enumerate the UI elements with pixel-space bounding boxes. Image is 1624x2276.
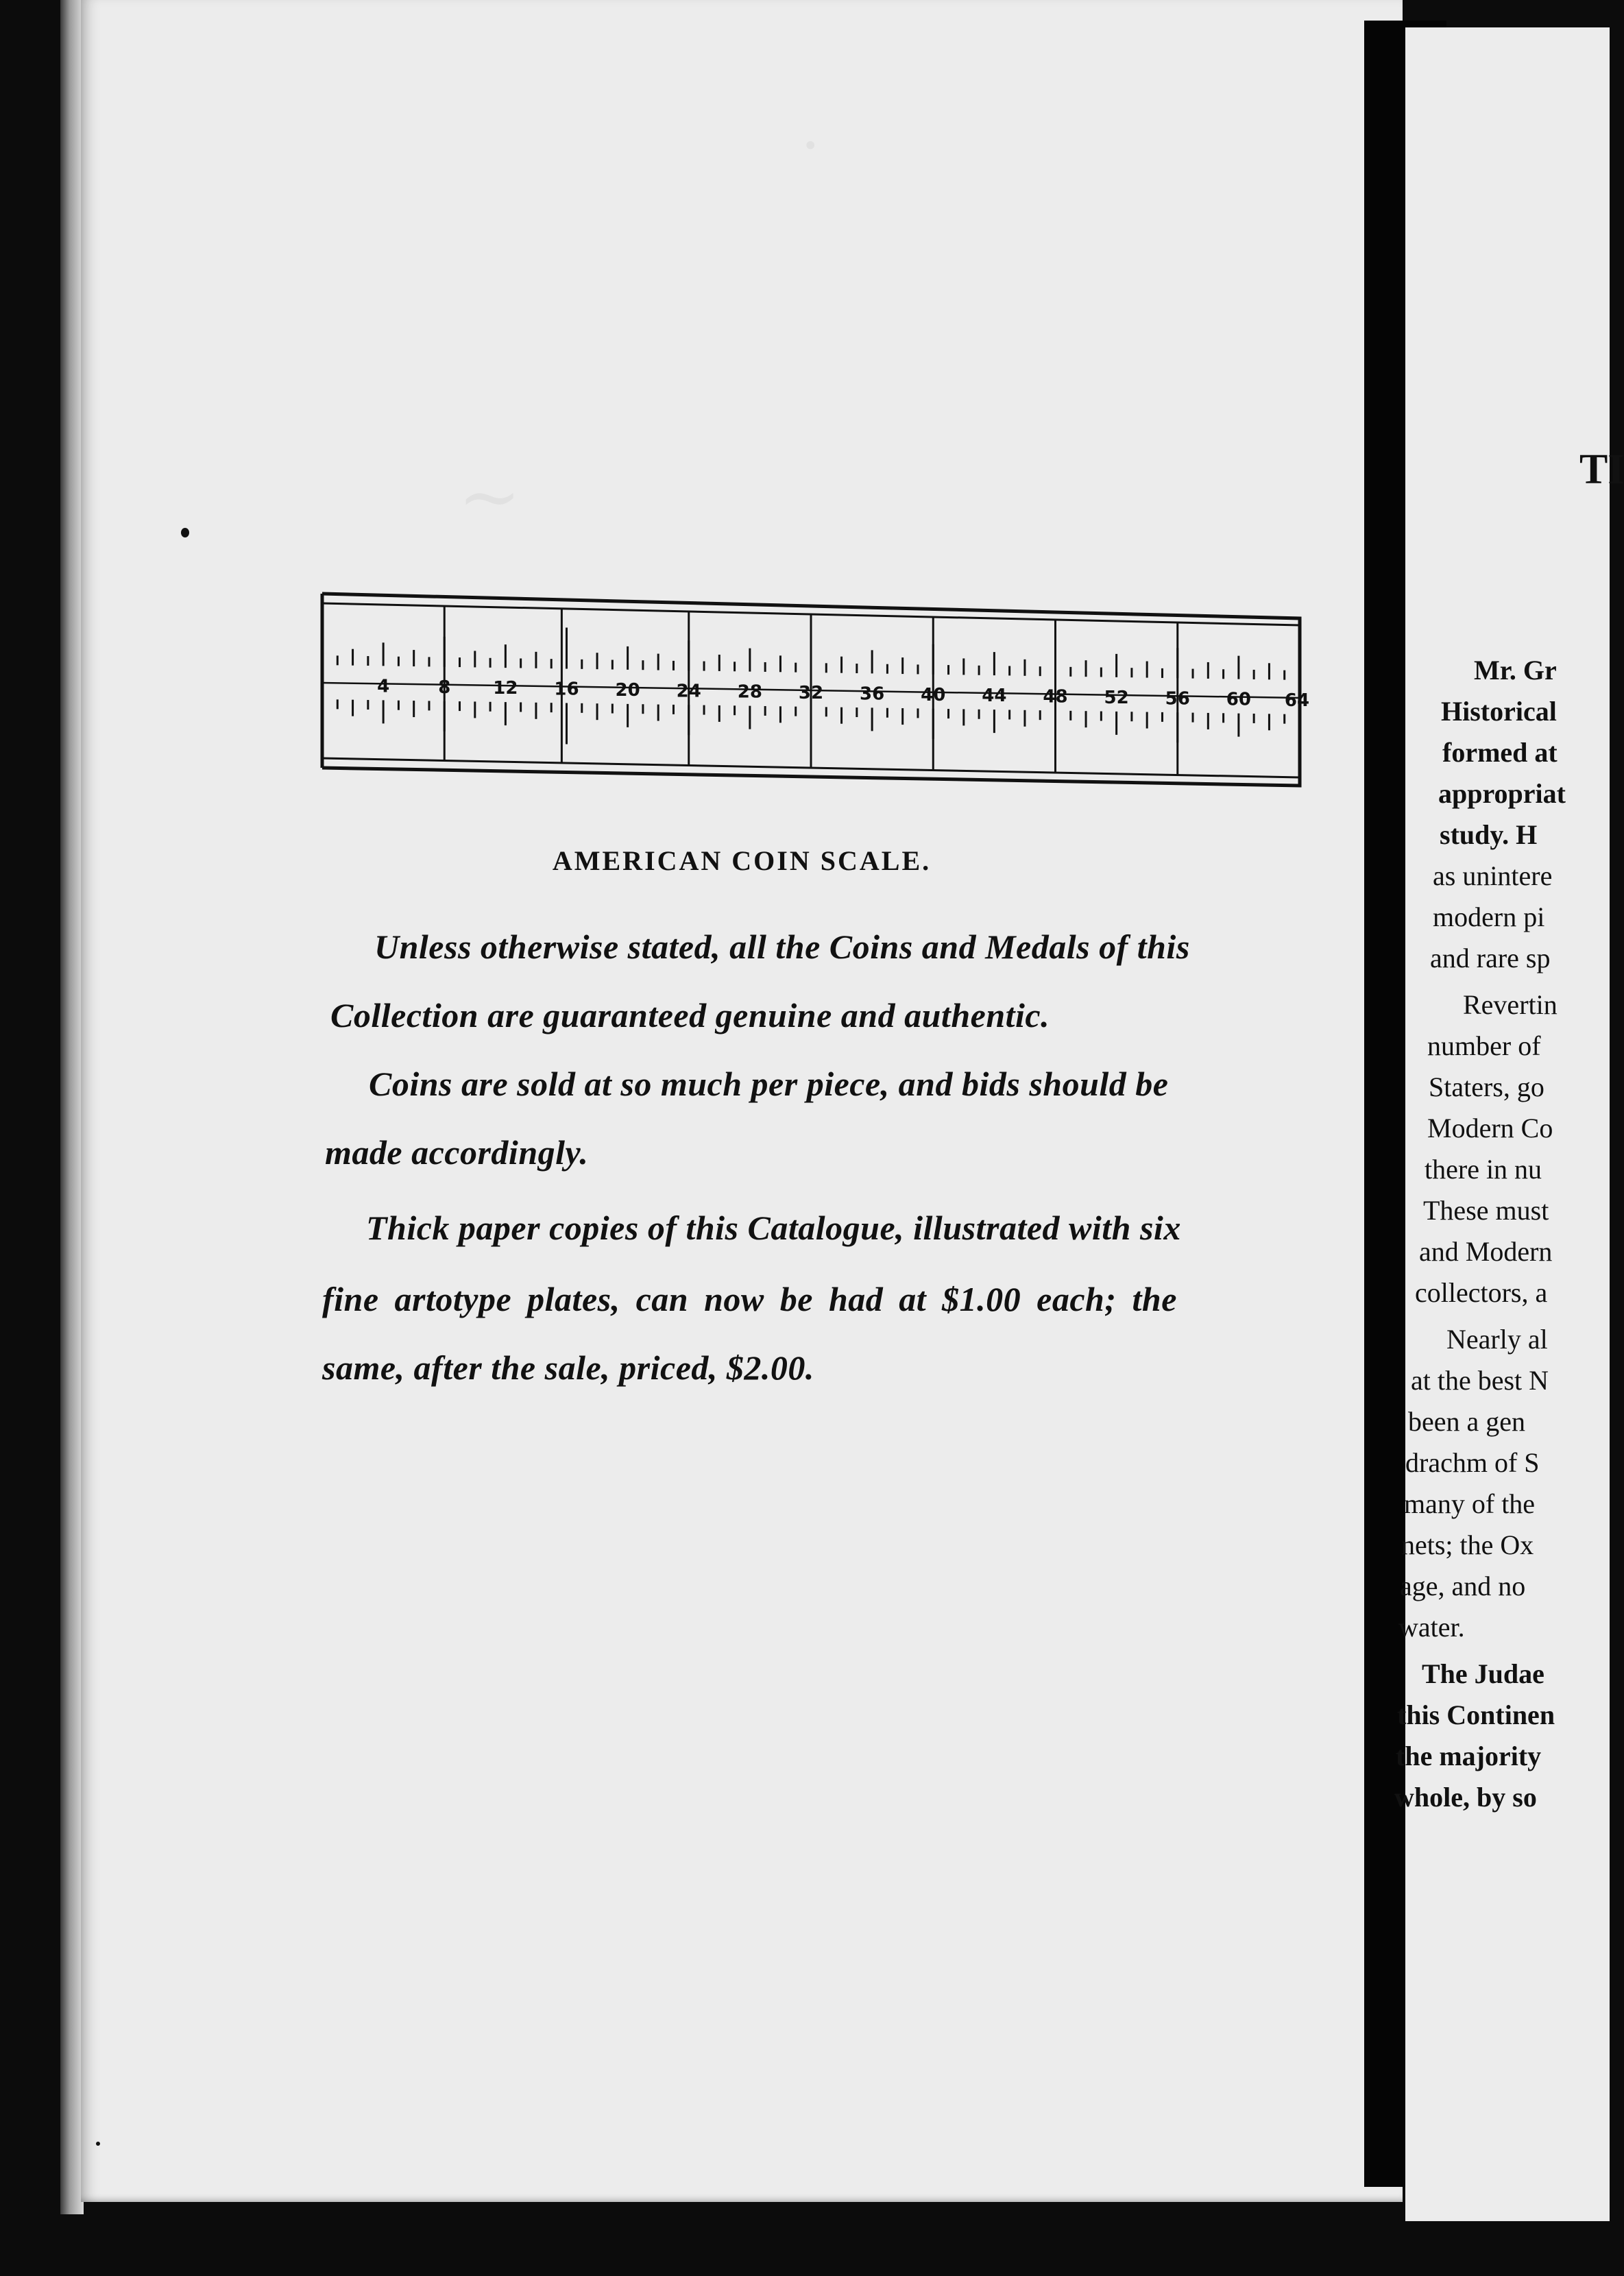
scale-label: 16 bbox=[554, 679, 579, 700]
right-page-line: as unintere bbox=[1433, 860, 1553, 891]
right-page-line: this Continen bbox=[1397, 1699, 1555, 1730]
speck bbox=[181, 528, 189, 537]
scale-label: 4 bbox=[377, 676, 390, 697]
notice-line-5: Thick paper copies of this Catalogue, illustrated with six bbox=[366, 1209, 1181, 1247]
right-page-line: at the best N bbox=[1411, 1365, 1549, 1396]
scale-label: 36 bbox=[860, 683, 885, 705]
right-page-line: Mr. Gr bbox=[1474, 655, 1557, 686]
scale-label: 40 bbox=[921, 684, 946, 705]
right-page-title: TI bbox=[1579, 446, 1624, 493]
bleed-through-text bbox=[252, 82, 1349, 2002]
right-page-line: Modern Co bbox=[1427, 1113, 1553, 1143]
notice-line-2: Collection are guaranteed genuine and authentic. bbox=[330, 996, 1050, 1034]
scale-label: 44 bbox=[982, 686, 1007, 707]
notice-line-6: fine artotype plates, can now be had at $1.00 each; the bbox=[322, 1280, 1177, 1318]
scale-label: 60 bbox=[1226, 689, 1251, 710]
scale-label: 20 bbox=[615, 679, 640, 701]
right-page-line: These must bbox=[1423, 1195, 1549, 1226]
speck bbox=[96, 2142, 100, 2146]
scale-label: 24 bbox=[676, 681, 701, 702]
right-page-line: modern pi bbox=[1433, 901, 1545, 932]
scale-label: 56 bbox=[1165, 688, 1190, 710]
right-page-line: whole, by so bbox=[1394, 1782, 1537, 1813]
right-page-line: number of bbox=[1427, 1030, 1541, 1061]
page-edge bbox=[60, 0, 84, 2214]
right-page-line: drachm of S bbox=[1405, 1447, 1540, 1478]
right-page-line: and Modern bbox=[1419, 1236, 1553, 1267]
right-page-line: water. bbox=[1398, 1612, 1465, 1643]
right-page-line: the majority bbox=[1396, 1741, 1542, 1771]
scale-label: 32 bbox=[798, 683, 824, 703]
right-page-line: appropriat bbox=[1438, 778, 1566, 809]
scale-label: 64 bbox=[1284, 690, 1310, 711]
right-page-line: collectors, a bbox=[1415, 1277, 1548, 1308]
right-page-line: there in nu bbox=[1425, 1154, 1542, 1185]
right-page-line: Nearly al bbox=[1446, 1324, 1548, 1355]
right-page-line: Revertin bbox=[1463, 989, 1558, 1020]
right-page-line: many of the bbox=[1404, 1488, 1536, 1519]
notice-line-1: Unless otherwise stated, all the Coins and Medals of this bbox=[374, 928, 1190, 966]
scale-label: 48 bbox=[1043, 686, 1068, 707]
coin-scale bbox=[317, 588, 1310, 794]
scale-label: 28 bbox=[737, 681, 762, 703]
right-page-line: and rare sp bbox=[1430, 943, 1551, 973]
right-page-line: age, and no bbox=[1400, 1571, 1526, 1601]
scale-caption: AMERICAN COIN SCALE. bbox=[552, 845, 932, 876]
right-page-line: Staters, go bbox=[1429, 1072, 1544, 1102]
right-page-line: study. H bbox=[1440, 819, 1538, 850]
scale-label: 12 bbox=[493, 678, 518, 699]
notice-line-4: made accordingly. bbox=[325, 1133, 589, 1172]
scale-label: 52 bbox=[1104, 687, 1129, 708]
right-page-line: been a gen bbox=[1408, 1406, 1526, 1437]
notice-line-3: Coins are sold at so much per piece, and bids should be bbox=[369, 1065, 1169, 1103]
right-page bbox=[1394, 27, 1624, 2221]
scale-label: 8 bbox=[438, 677, 451, 698]
right-page-line: formed at bbox=[1442, 737, 1558, 768]
right-page-line: nets; the Ox bbox=[1401, 1529, 1534, 1560]
right-page-line: Historical bbox=[1441, 696, 1557, 727]
notice-line-7: same, after the sale, priced, $2.00. bbox=[322, 1348, 814, 1387]
right-page-line: The Judae bbox=[1422, 1658, 1544, 1689]
